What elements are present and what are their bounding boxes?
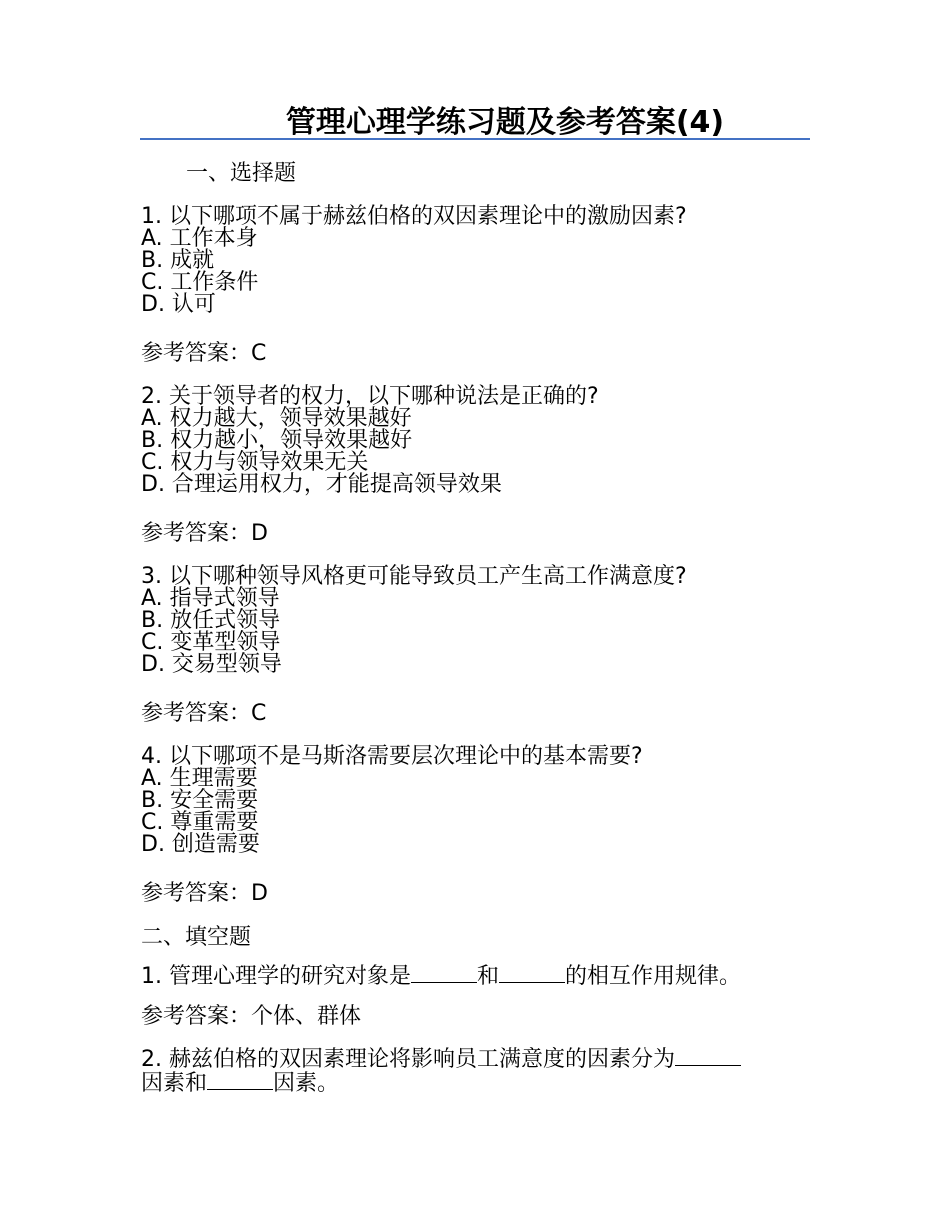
option-c: C. 变革型领导 [141,630,281,655]
answer-text: 参考答案：C [141,341,267,366]
fill-question-1 [141,964,811,989]
option-c: C. 尊重需要 [141,810,259,835]
section-heading-fill: 二、填空题 [141,925,252,950]
answer-text: 参考答案：D [141,521,268,546]
question-text: 4. 以下哪项不是马斯洛需要层次理论中的基本需要? [141,744,643,769]
document-title: 管理心理学练习题及参考答案(4) [285,105,725,140]
option-b: B. 安全需要 [141,788,259,813]
answer-text: 参考答案：D [141,881,268,906]
question-text: 3. 以下哪种领导风格更可能导致员工产生高工作满意度? [141,564,687,589]
fill-text: 因素。 [273,1071,340,1096]
option-d: D. 合理运用权力，才能提高领导效果 [141,472,502,497]
fill-question-2 [141,1047,811,1095]
question-2 [141,386,811,552]
option-b: B. 放任式领导 [141,608,281,633]
option-a: A. 生理需要 [141,766,258,791]
option-b: B. 成就 [141,248,215,273]
fill-text: 和 [476,964,499,989]
question-text: 1. 以下哪项不属于赫兹伯格的双因素理论中的激励因素? [141,204,687,229]
fill-text: 的相互作用规律。 [565,964,742,989]
section-heading-choice: 一、选择题 [186,161,297,186]
blank-line [411,964,477,983]
question-4 [141,746,811,912]
option-a: A. 工作本身 [141,226,258,251]
blank-line [675,1047,741,1066]
option-c: C. 权力与领导效果无关 [141,450,369,475]
question-3 [141,566,811,732]
fill-text: 1. 管理心理学的研究对象是 [141,964,411,989]
option-d: D. 创造需要 [141,832,260,857]
option-d: D. 交易型领导 [141,652,282,677]
option-a: A. 权力越大，领导效果越好 [141,406,412,431]
option-b: B. 权力越小，领导效果越好 [141,428,413,453]
title-underline [140,138,810,140]
document-body [141,156,811,1095]
fill-text: 因素和 [141,1071,208,1096]
option-c: C. 工作条件 [141,270,259,295]
fill-text: 2. 赫兹伯格的双因素理论将影响员工满意度的因素分为 [141,1047,675,1072]
blank-line [499,964,565,983]
option-a: A. 指导式领导 [141,586,280,611]
blank-line [207,1071,273,1090]
question-text: 2. 关于领导者的权力，以下哪种说法是正确的? [141,384,599,409]
answer-text: 参考答案：C [141,701,267,726]
answer-text: 参考答案：个体、群体 [141,1004,362,1029]
option-d: D. 认可 [141,292,216,317]
question-1 [141,206,811,372]
